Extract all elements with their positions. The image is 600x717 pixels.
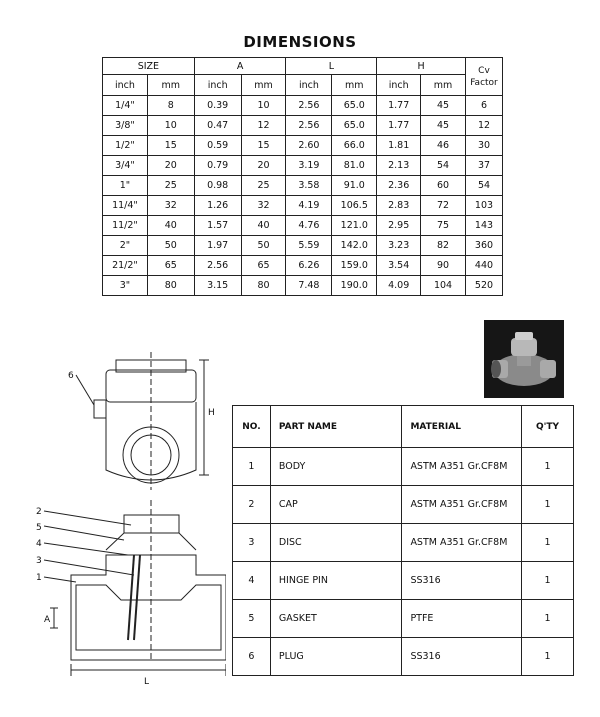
- table-cell: 1: [522, 486, 574, 524]
- table-row: [233, 562, 574, 600]
- table-cell: 2.36: [377, 176, 421, 196]
- table-cell: 106.5: [332, 196, 377, 216]
- table-cell: 159.0: [332, 256, 377, 276]
- table-cell: PLUG: [270, 638, 402, 676]
- table-cell: PTFE: [402, 600, 522, 638]
- table-cell: CAP: [270, 486, 402, 524]
- sub-header-cell: mm: [147, 75, 194, 96]
- table-cell: ASTM A351 Gr.CF8M: [402, 448, 522, 486]
- callout-5: 5: [36, 523, 42, 533]
- sub-header-cell: mm: [241, 75, 286, 96]
- table-cell: 11/2": [103, 216, 148, 236]
- table-cell: 1/4": [103, 96, 148, 116]
- table-cell: 12: [241, 116, 286, 136]
- table-cell: 20: [147, 156, 194, 176]
- callout-6: 6: [68, 371, 74, 381]
- table-cell: 1: [522, 448, 574, 486]
- table-row: [233, 486, 574, 524]
- table-cell: 12: [465, 116, 502, 136]
- table-cell: 81.0: [332, 156, 377, 176]
- header-l: L: [286, 58, 377, 75]
- callout-2: 2: [36, 507, 42, 517]
- table-cell: 4: [233, 562, 271, 600]
- l-dimension-label: L: [144, 677, 150, 687]
- header-cv-factor: [465, 58, 502, 96]
- table-cell: 8: [147, 96, 194, 116]
- table-cell: 30: [465, 136, 502, 156]
- table-cell: 440: [465, 256, 502, 276]
- table-cell: HINGE PIN: [270, 562, 402, 600]
- table-row: [103, 136, 503, 156]
- header-part-name: PART NAME: [270, 406, 402, 448]
- table-cell: 80: [147, 276, 194, 296]
- table-row: [233, 600, 574, 638]
- table-cell: 103: [465, 196, 502, 216]
- table-cell: 50: [241, 236, 286, 256]
- table-cell: 21/2": [103, 256, 148, 276]
- sub-header-cell: mm: [332, 75, 377, 96]
- table-cell: 1.81: [377, 136, 421, 156]
- table-cell: 65.0: [332, 116, 377, 136]
- table-cell: 10: [241, 96, 286, 116]
- table-cell: 66.0: [332, 136, 377, 156]
- table-cell: 520: [465, 276, 502, 296]
- table-cell: 142.0: [332, 236, 377, 256]
- table-cell: 1.26: [194, 196, 241, 216]
- table-row: [233, 524, 574, 562]
- table-cell: 25: [147, 176, 194, 196]
- cv-label: Cv: [478, 65, 490, 76]
- table-cell: 6: [233, 638, 271, 676]
- table-cell: 75: [421, 216, 466, 236]
- table-cell: 121.0: [332, 216, 377, 236]
- table-cell: 5: [233, 600, 271, 638]
- table-cell: 40: [241, 216, 286, 236]
- header-material: MATERIAL: [402, 406, 522, 448]
- table-cell: 45: [421, 96, 466, 116]
- table-cell: 20: [241, 156, 286, 176]
- table-cell: 1/2": [103, 136, 148, 156]
- table-row: [103, 236, 503, 256]
- table-cell: 46: [421, 136, 466, 156]
- header-no: NO.: [233, 406, 271, 448]
- table-cell: 2": [103, 236, 148, 256]
- table-cell: 2.83: [377, 196, 421, 216]
- table-cell: 143: [465, 216, 502, 236]
- table-cell: 4.19: [286, 196, 332, 216]
- table-cell: 65: [147, 256, 194, 276]
- parts-table: [232, 405, 574, 676]
- table-cell: 3.23: [377, 236, 421, 256]
- table-cell: 65: [241, 256, 286, 276]
- table-cell: 15: [241, 136, 286, 156]
- table-cell: 3.15: [194, 276, 241, 296]
- callout-3: 3: [36, 556, 42, 566]
- body-section: [71, 555, 226, 660]
- table-cell: 37: [465, 156, 502, 176]
- table-cell: 3/8": [103, 116, 148, 136]
- header-size: SIZE: [103, 58, 195, 75]
- table-row: [103, 196, 503, 216]
- sub-header-cell: inch: [103, 75, 148, 96]
- table-cell: 50: [147, 236, 194, 256]
- sub-header-cell: inch: [377, 75, 421, 96]
- table-cell: 45: [421, 116, 466, 136]
- table-cell: 32: [241, 196, 286, 216]
- callout-4: 4: [36, 539, 42, 549]
- dimensions-table: [102, 57, 503, 296]
- table-cell: ASTM A351 Gr.CF8M: [402, 486, 522, 524]
- table-row: [233, 638, 574, 676]
- table-cell: 72: [421, 196, 466, 216]
- table-cell: 1: [522, 638, 574, 676]
- sub-header-cell: mm: [421, 75, 466, 96]
- table-row: [103, 276, 503, 296]
- table-cell: 1.77: [377, 116, 421, 136]
- table-cell: 90: [421, 256, 466, 276]
- table-cell: 5.59: [286, 236, 332, 256]
- table-cell: 0.79: [194, 156, 241, 176]
- table-cell: 3.58: [286, 176, 332, 196]
- disc: [128, 555, 134, 640]
- table-cell: 54: [421, 156, 466, 176]
- table-cell: BODY: [270, 448, 402, 486]
- table-cell: 104: [421, 276, 466, 296]
- table-cell: 6.26: [286, 256, 332, 276]
- table-cell: 6: [465, 96, 502, 116]
- table-cell: 10: [147, 116, 194, 136]
- table-row: [103, 256, 503, 276]
- table-cell: 15: [147, 136, 194, 156]
- valve-photo: [484, 320, 564, 398]
- table-cell: 1.97: [194, 236, 241, 256]
- table-cell: 3/4": [103, 156, 148, 176]
- table-cell: 3": [103, 276, 148, 296]
- table-cell: 0.98: [194, 176, 241, 196]
- table-cell: ASTM A351 Gr.CF8M: [402, 524, 522, 562]
- table-row: [103, 96, 503, 116]
- table-row: [103, 116, 503, 136]
- table-cell: 0.59: [194, 136, 241, 156]
- table-row: [103, 216, 503, 236]
- header-h: H: [377, 58, 466, 75]
- table-cell: 2.13: [377, 156, 421, 176]
- table-cell: 54: [465, 176, 502, 196]
- table-cell: 2.56: [286, 116, 332, 136]
- table-cell: 1: [522, 562, 574, 600]
- header-qty: Q'TY: [522, 406, 574, 448]
- factor-label: Factor: [470, 77, 498, 88]
- table-row: [103, 156, 503, 176]
- table-cell: 360: [465, 236, 502, 256]
- table-cell: 2.60: [286, 136, 332, 156]
- table-cell: 1.57: [194, 216, 241, 236]
- table-cell: 0.47: [194, 116, 241, 136]
- table-row: [233, 448, 574, 486]
- table-cell: 1: [522, 600, 574, 638]
- table-cell: 0.39: [194, 96, 241, 116]
- header-a: A: [194, 58, 286, 75]
- sub-header-cell: inch: [194, 75, 241, 96]
- table-cell: 1: [522, 524, 574, 562]
- height-dimension-label: H: [208, 408, 215, 418]
- table-cell: SS316: [402, 562, 522, 600]
- table-cell: 4.76: [286, 216, 332, 236]
- table-cell: 91.0: [332, 176, 377, 196]
- callout-1: 1: [36, 573, 42, 583]
- table-cell: 1: [233, 448, 271, 486]
- table-cell: 60: [421, 176, 466, 196]
- table-cell: 7.48: [286, 276, 332, 296]
- sub-header-cell: inch: [286, 75, 332, 96]
- table-cell: 3: [233, 524, 271, 562]
- table-cell: 2: [233, 486, 271, 524]
- table-cell: 2.95: [377, 216, 421, 236]
- table-cell: 2.56: [286, 96, 332, 116]
- table-cell: 1.77: [377, 96, 421, 116]
- table-cell: SS316: [402, 638, 522, 676]
- valve-technical-drawing: [36, 350, 226, 705]
- table-cell: 2.56: [194, 256, 241, 276]
- table-cell: GASKET: [270, 600, 402, 638]
- table-cell: 40: [147, 216, 194, 236]
- table-cell: 25: [241, 176, 286, 196]
- table-cell: 32: [147, 196, 194, 216]
- table-cell: 3.19: [286, 156, 332, 176]
- table-cell: 82: [421, 236, 466, 256]
- page-title: DIMENSIONS: [243, 33, 357, 51]
- table-cell: 1": [103, 176, 148, 196]
- table-cell: 65.0: [332, 96, 377, 116]
- body-bore: [76, 585, 221, 650]
- body-top-view: [106, 402, 196, 480]
- table-cell: DISC: [270, 524, 402, 562]
- table-cell: 11/4": [103, 196, 148, 216]
- table-cell: 80: [241, 276, 286, 296]
- table-cell: 4.09: [377, 276, 421, 296]
- table-cell: 190.0: [332, 276, 377, 296]
- table-row: [103, 176, 503, 196]
- a-dimension-label: A: [44, 615, 51, 625]
- plug-6: [94, 400, 106, 418]
- table-cell: 3.54: [377, 256, 421, 276]
